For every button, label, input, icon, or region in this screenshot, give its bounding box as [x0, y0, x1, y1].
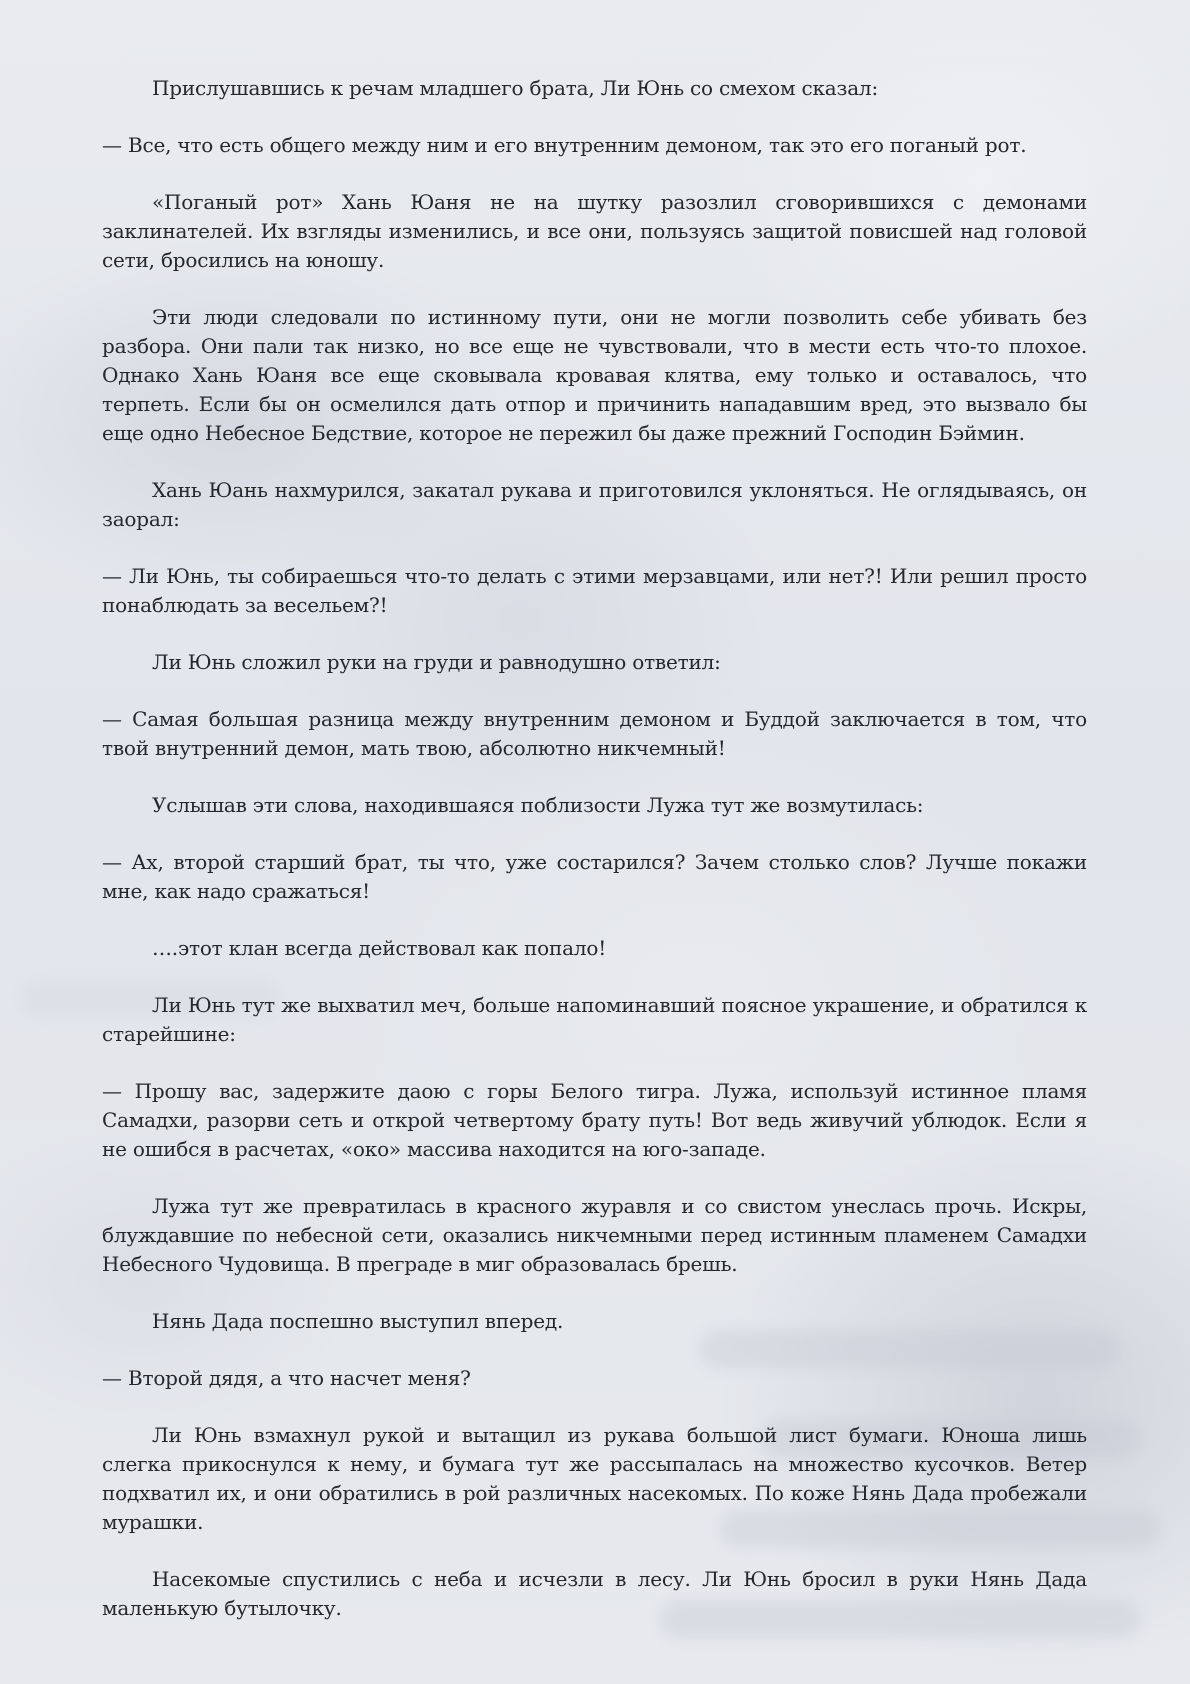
- paragraph: Ли Юнь тут же выхватил меч, больше напоминавший поясное украшение, и обратился к старейшине:: [102, 993, 1087, 1046]
- paragraph: Прислушавшись к речам младшего брата, Ли Юнь со смехом сказал:: [152, 76, 878, 100]
- paragraph: Ли Юнь взмахнул рукой и вытащил из рукава большой лист бумаги. Юноша лишь слегка прикоснулся к нему, и бумага тут же рассыпалась на множество кусочков. Ветер подхватил их, и они обратились в рой различных насекомых. По коже Нянь Дада пробежали мурашки.: [102, 1423, 1087, 1534]
- paragraph: «Поганый рот» Хань Юаня не на шутку разозлил сговорившихся с демонами заклинателей. Их взгляды изменились, и все они, пользуясь защитой повисшей над головой сети, бросились на юношу.: [102, 190, 1087, 272]
- paragraph: Нянь Дада поспешно выступил вперед.: [152, 1309, 564, 1333]
- paragraph: Ли Юнь сложил руки на груди и равнодушно ответил:: [152, 650, 721, 674]
- paragraph: Эти люди следовали по истинному пути, они не могли позволить себе убивать без разбора. Они пали так низко, но все еще не чувствовали, что в мести есть что-то плохое. Однако Хань Юаня все еще сковывала кровавая клятва, ему только и оставалось, что терпеть. Если бы он осмелился дать отпор и причинить нападавшим вред, это вызвало бы еще одно Небесное Бедствие, которое не пережил бы даже прежний Господин Бэймин.: [102, 305, 1087, 445]
- paragraph: Хань Юань нахмурился, закатал рукава и приготовился уклоняться. Не оглядываясь, он заорал:: [102, 478, 1087, 531]
- document-body: [102, 74, 1087, 1651]
- dialogue-line: — Прошу вас, задержите даою с горы Белого тигра. Лужа, используй истинное пламя Самадхи, разорви сеть и открой четвертому брату путь! Вот ведь живучий ублюдок. Если я не ошибся в расчетах, «око» массива находится на юго-западе.: [102, 1079, 1087, 1161]
- paragraph: Насекомые спустились с неба и исчезли в лесу. Ли Юнь бросил в руки Нянь Дада маленькую бутылочку.: [102, 1567, 1087, 1620]
- dialogue-line: — Все, что есть общего между ним и его внутренним демоном, так это его поганый рот.: [102, 133, 1027, 157]
- dialogue-line: — Второй дядя, а что насчет меня?: [102, 1366, 471, 1390]
- paragraph: Лужа тут же превратилась в красного журавля и со свистом унеслась прочь. Искры, блуждавшие по небесной сети, оказались никчемными перед истинным пламенем Самадхи Небесного Чудовища. В преграде в миг образовалась брешь.: [102, 1194, 1087, 1276]
- paragraph: Услышав эти слова, находившаяся поблизости Лужа тут же возмутилась:: [152, 793, 924, 817]
- paragraph: ….этот клан всегда действовал как попало!: [152, 936, 607, 960]
- dialogue-line: — Ах, второй старший брат, ты что, уже состарился? Зачем столько слов? Лучше покажи мне, как надо сражаться!: [102, 850, 1087, 903]
- dialogue-line: — Ли Юнь, ты собираешься что-то делать с этими мерзавцами, или нет?! Или решил просто понаблюдать за весельем?!: [102, 564, 1087, 617]
- dialogue-line: — Самая большая разница между внутренним демоном и Буддой заключается в том, что твой внутренний демон, мать твою, абсолютно никчемный!: [102, 707, 1087, 760]
